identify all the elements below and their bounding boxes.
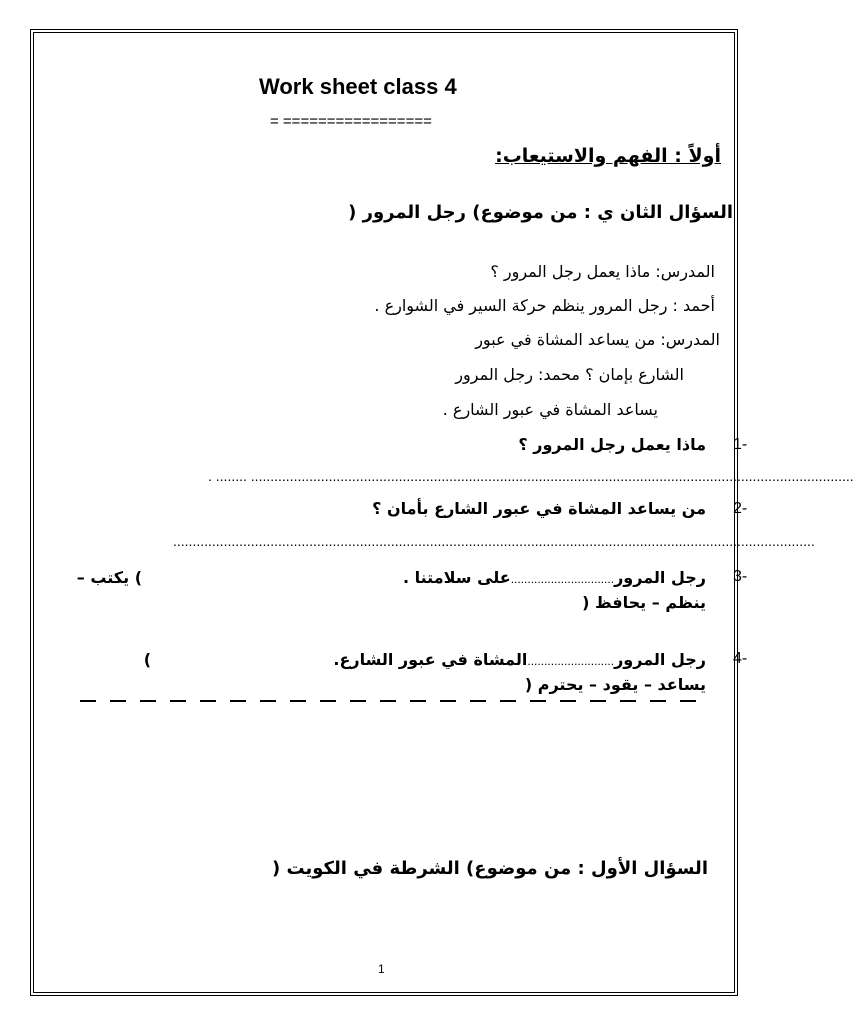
q3-part-b: على سلامتنا . <box>402 568 511 587</box>
section-heading: أولاً : الفهم والاستيعاب: <box>495 145 721 167</box>
q4-choices: يساعد – يقود – يحترم ( <box>524 675 706 694</box>
q4-blank: .......................... <box>527 654 615 668</box>
title-underline-equals: = ================= <box>270 113 432 130</box>
worksheet-title: Work sheet class 4 <box>259 74 457 99</box>
q4-fill-sentence <box>333 650 706 669</box>
q3-choices: ينظم – يحافظ ( <box>582 593 706 612</box>
q2-answer-line: ..................................................................................................................................................................... <box>173 533 815 549</box>
dialogue-line-2: أحمد : رجل المرور ينظم حركة السير في الشوارع . <box>374 296 715 315</box>
question-two-heading: السؤال الثان ي : من موضوع) رجل المرور ( <box>348 202 733 223</box>
dialogue-line-5: يساعد المشاة في عبور الشارع . <box>442 400 658 419</box>
q3-number: 3- <box>733 568 748 585</box>
q3-choices-open: ) يكتب – <box>76 568 142 587</box>
dashed-separator <box>80 700 710 702</box>
dialogue-line-1: المدرس: ماذا يعمل رجل المرور ؟ <box>490 262 715 281</box>
q4-number: 4- <box>733 650 748 667</box>
q3-part-a: رجل المرور <box>614 568 706 587</box>
q3-fill-sentence <box>403 568 706 587</box>
q1-answer-line: . ........ ........................................................................................................................................................... <box>208 468 854 484</box>
q4-part-b: المشاة في عبور الشارع. <box>333 650 528 669</box>
q3-blank: ............................... <box>510 572 615 586</box>
q1-number: 1- <box>733 436 748 453</box>
q4-choices-open: ) <box>143 650 151 669</box>
question-one-heading: السؤال الأول : من موضوع) الشرطة في الكويت ( <box>271 858 708 879</box>
q1-text: ماذا يعمل رجل المرور ؟ <box>518 435 706 454</box>
dialogue-line-4: الشارع بإمان ؟ محمد: رجل المرور <box>455 365 684 384</box>
q2-text: من يساعد المشاة في عبور الشارع بأمان ؟ <box>372 499 706 518</box>
page-number: 1 <box>378 962 385 976</box>
dialogue-line-3: المدرس: من يساعد المشاة في عبور <box>475 330 720 349</box>
q4-part-a: رجل المرور <box>614 650 706 669</box>
q2-number: 2- <box>733 500 748 517</box>
